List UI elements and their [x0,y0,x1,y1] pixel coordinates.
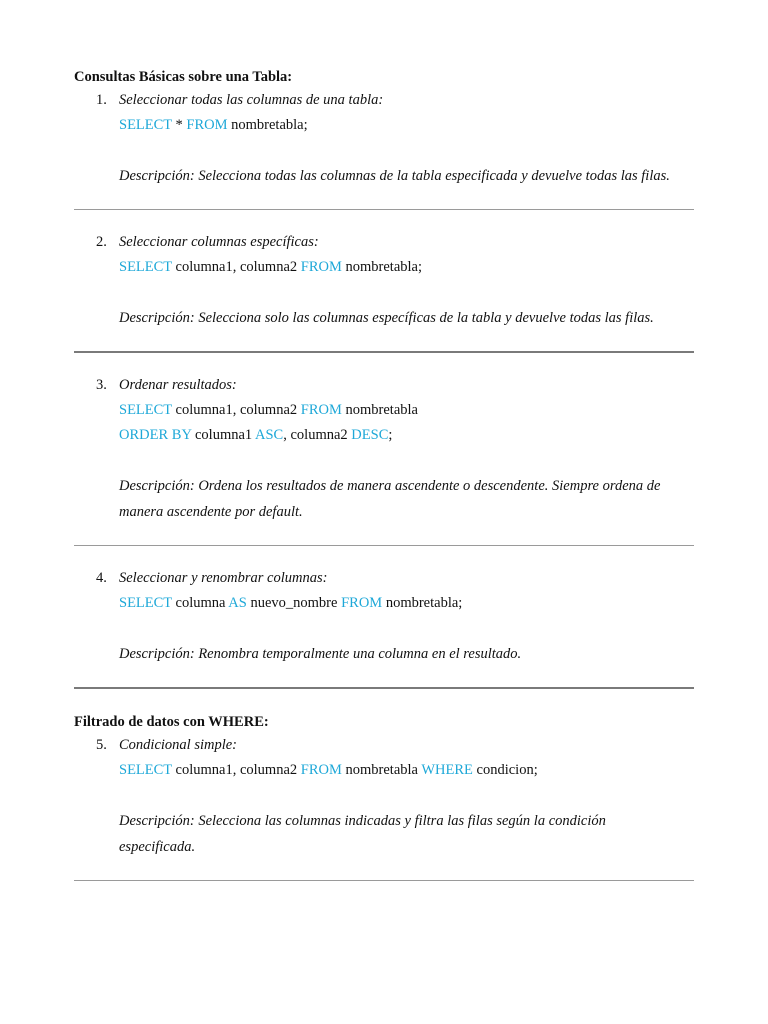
code-block [119,591,694,616]
item-description: Descripción: Selecciona las columnas indicadas y filtra las filas según la condición especificada. [119,813,606,855]
item-description: Descripción: Ordena los resultados de manera ascendente o descendente. Siempre ordena de manera ascendente por default. [119,478,661,520]
item-number: 4. [96,570,107,586]
sql-keyword: SELECT [119,259,172,275]
code-line [119,255,694,280]
sql-keyword: ORDER BY [119,427,192,443]
sql-keyword: FROM [341,595,383,611]
separator [74,209,694,210]
code-block [119,255,694,280]
separator [74,687,694,689]
sql-keyword: AS [228,595,247,611]
sql-text: * [171,117,187,133]
separator [74,880,694,881]
list-item-4 [74,566,694,667]
code-line [119,423,694,448]
code-block [119,758,694,783]
item-description: Descripción: Renombra temporalmente una columna en el resultado. [119,646,522,662]
section-title-consultas-basicas: Consultas Básicas sobre una Tabla: [74,69,293,85]
sql-keyword: ASC [255,427,284,443]
item-title: Condicional simple: [119,737,238,753]
separator [74,545,694,546]
sql-keyword: FROM [300,762,342,778]
list-item-2 [74,230,694,331]
sql-keyword: FROM [300,259,342,275]
sql-keyword: SELECT [119,595,172,611]
list-item-1 [74,88,694,189]
section-title-filtrado-where: Filtrado de datos con WHERE: [74,714,269,730]
item-title: Ordenar resultados: [119,377,237,393]
sql-text: , columna2 [283,427,352,443]
document-page [74,66,694,881]
sql-keyword: SELECT [119,762,172,778]
item-description: Descripción: Selecciona solo las columnas específicas de la tabla y devuelve todas las filas. [119,310,654,326]
sql-text: columna [171,595,229,611]
sql-text: nombretabla [341,762,422,778]
code-line [119,591,694,616]
sql-text: nombretabla; [382,595,463,611]
sql-text: columna1, columna2 [171,259,301,275]
sql-text: nombretabla; [341,259,423,275]
item-number: 3. [96,377,107,393]
item-description: Descripción: Selecciona todas las columnas de la tabla especificada y devuelve todas las filas. [119,168,670,184]
sql-text: ; [388,427,393,443]
sql-text: nombretabla [341,402,418,418]
code-line [119,398,694,423]
list-item-5 [74,733,694,860]
sql-keyword: FROM [186,117,228,133]
item-title: Seleccionar y renombrar columnas: [119,570,328,586]
sql-text: columna1, columna2 [171,762,301,778]
sql-keyword: SELECT [119,117,172,133]
item-title: Seleccionar todas las columnas de una tabla: [119,92,384,108]
code-block [119,113,694,138]
sql-text: condicion; [472,762,538,778]
code-block [119,398,694,448]
sql-text: nuevo_nombre [246,595,342,611]
list-item-3 [74,373,694,525]
sql-keyword: SELECT [119,402,172,418]
item-number: 5. [96,737,107,753]
sql-keyword: DESC [351,427,389,443]
item-number: 2. [96,234,107,250]
item-number: 1. [96,92,107,108]
code-line [119,758,694,783]
sql-text: columna1 [191,427,256,443]
code-line [119,113,694,138]
item-title: Seleccionar columnas específicas: [119,234,319,250]
separator [74,351,694,353]
sql-text: columna1, columna2 [171,402,301,418]
sql-keyword: WHERE [421,762,473,778]
sql-text: nombretabla; [227,117,308,133]
sql-keyword: FROM [300,402,342,418]
